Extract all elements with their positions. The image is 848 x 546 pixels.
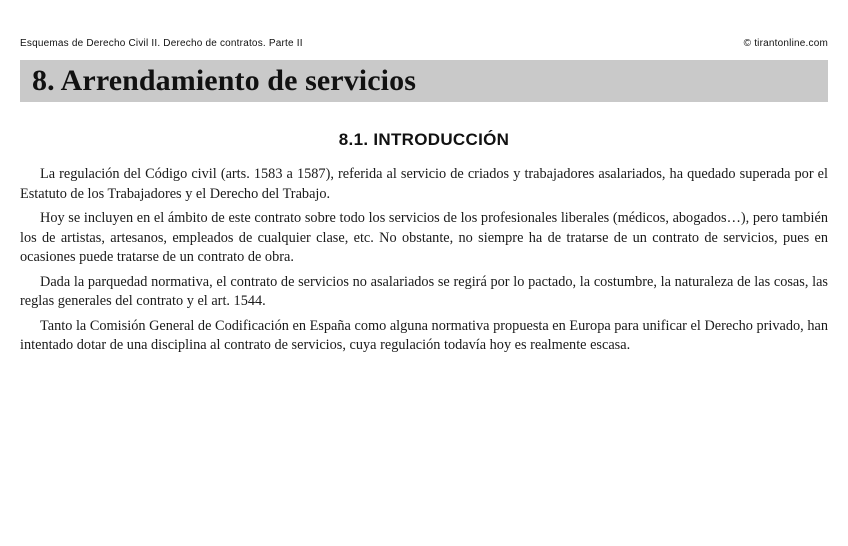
running-title: Esquemas de Derecho Civil II. Derecho de contratos. Parte II xyxy=(20,37,303,49)
paragraph: Dada la parquedad normativa, el contrato de servicios no asalariados se regirá por lo pactado, la costumbre, la naturaleza de las cosas, las reglas generales del contrato y el art. 1544. xyxy=(20,273,828,309)
copyright-notice: © tirantonline.com xyxy=(743,37,828,49)
body-text xyxy=(20,165,828,361)
section-title: 8.1. INTRODUCCIÓN xyxy=(338,130,510,149)
paragraph: La regulación del Código civil (arts. 1583 a 1587), referida al servicio de criados y trabajadores asalariados, ha quedado superada por el Estatuto de los Trabajadores y el Derecho del Trabajo. xyxy=(20,166,828,202)
chapter-heading-band xyxy=(20,60,828,102)
chapter-title: 8. Arrendamiento de servicios xyxy=(32,64,416,97)
paragraph: Hoy se incluyen en el ámbito de este contrato sobre todo los servicios de los profesionales liberales (médicos, abogados…), pero también los de artistas, artesanos, empleados de cualquier clase, etc. No obstante, no siempre ha de tratarse de un contrato de servicios, pues en ocasiones puede tratarse de un contrato de obra. xyxy=(20,210,828,265)
paragraph: Tanto la Comisión General de Codificación en España como alguna normativa propuesta en Europa para unificar el Derecho privado, han intentado dotar de una disciplina al contrato de servicios, cuya regulación todavía hoy es realmente escasa. xyxy=(20,317,828,353)
running-header xyxy=(20,36,828,50)
